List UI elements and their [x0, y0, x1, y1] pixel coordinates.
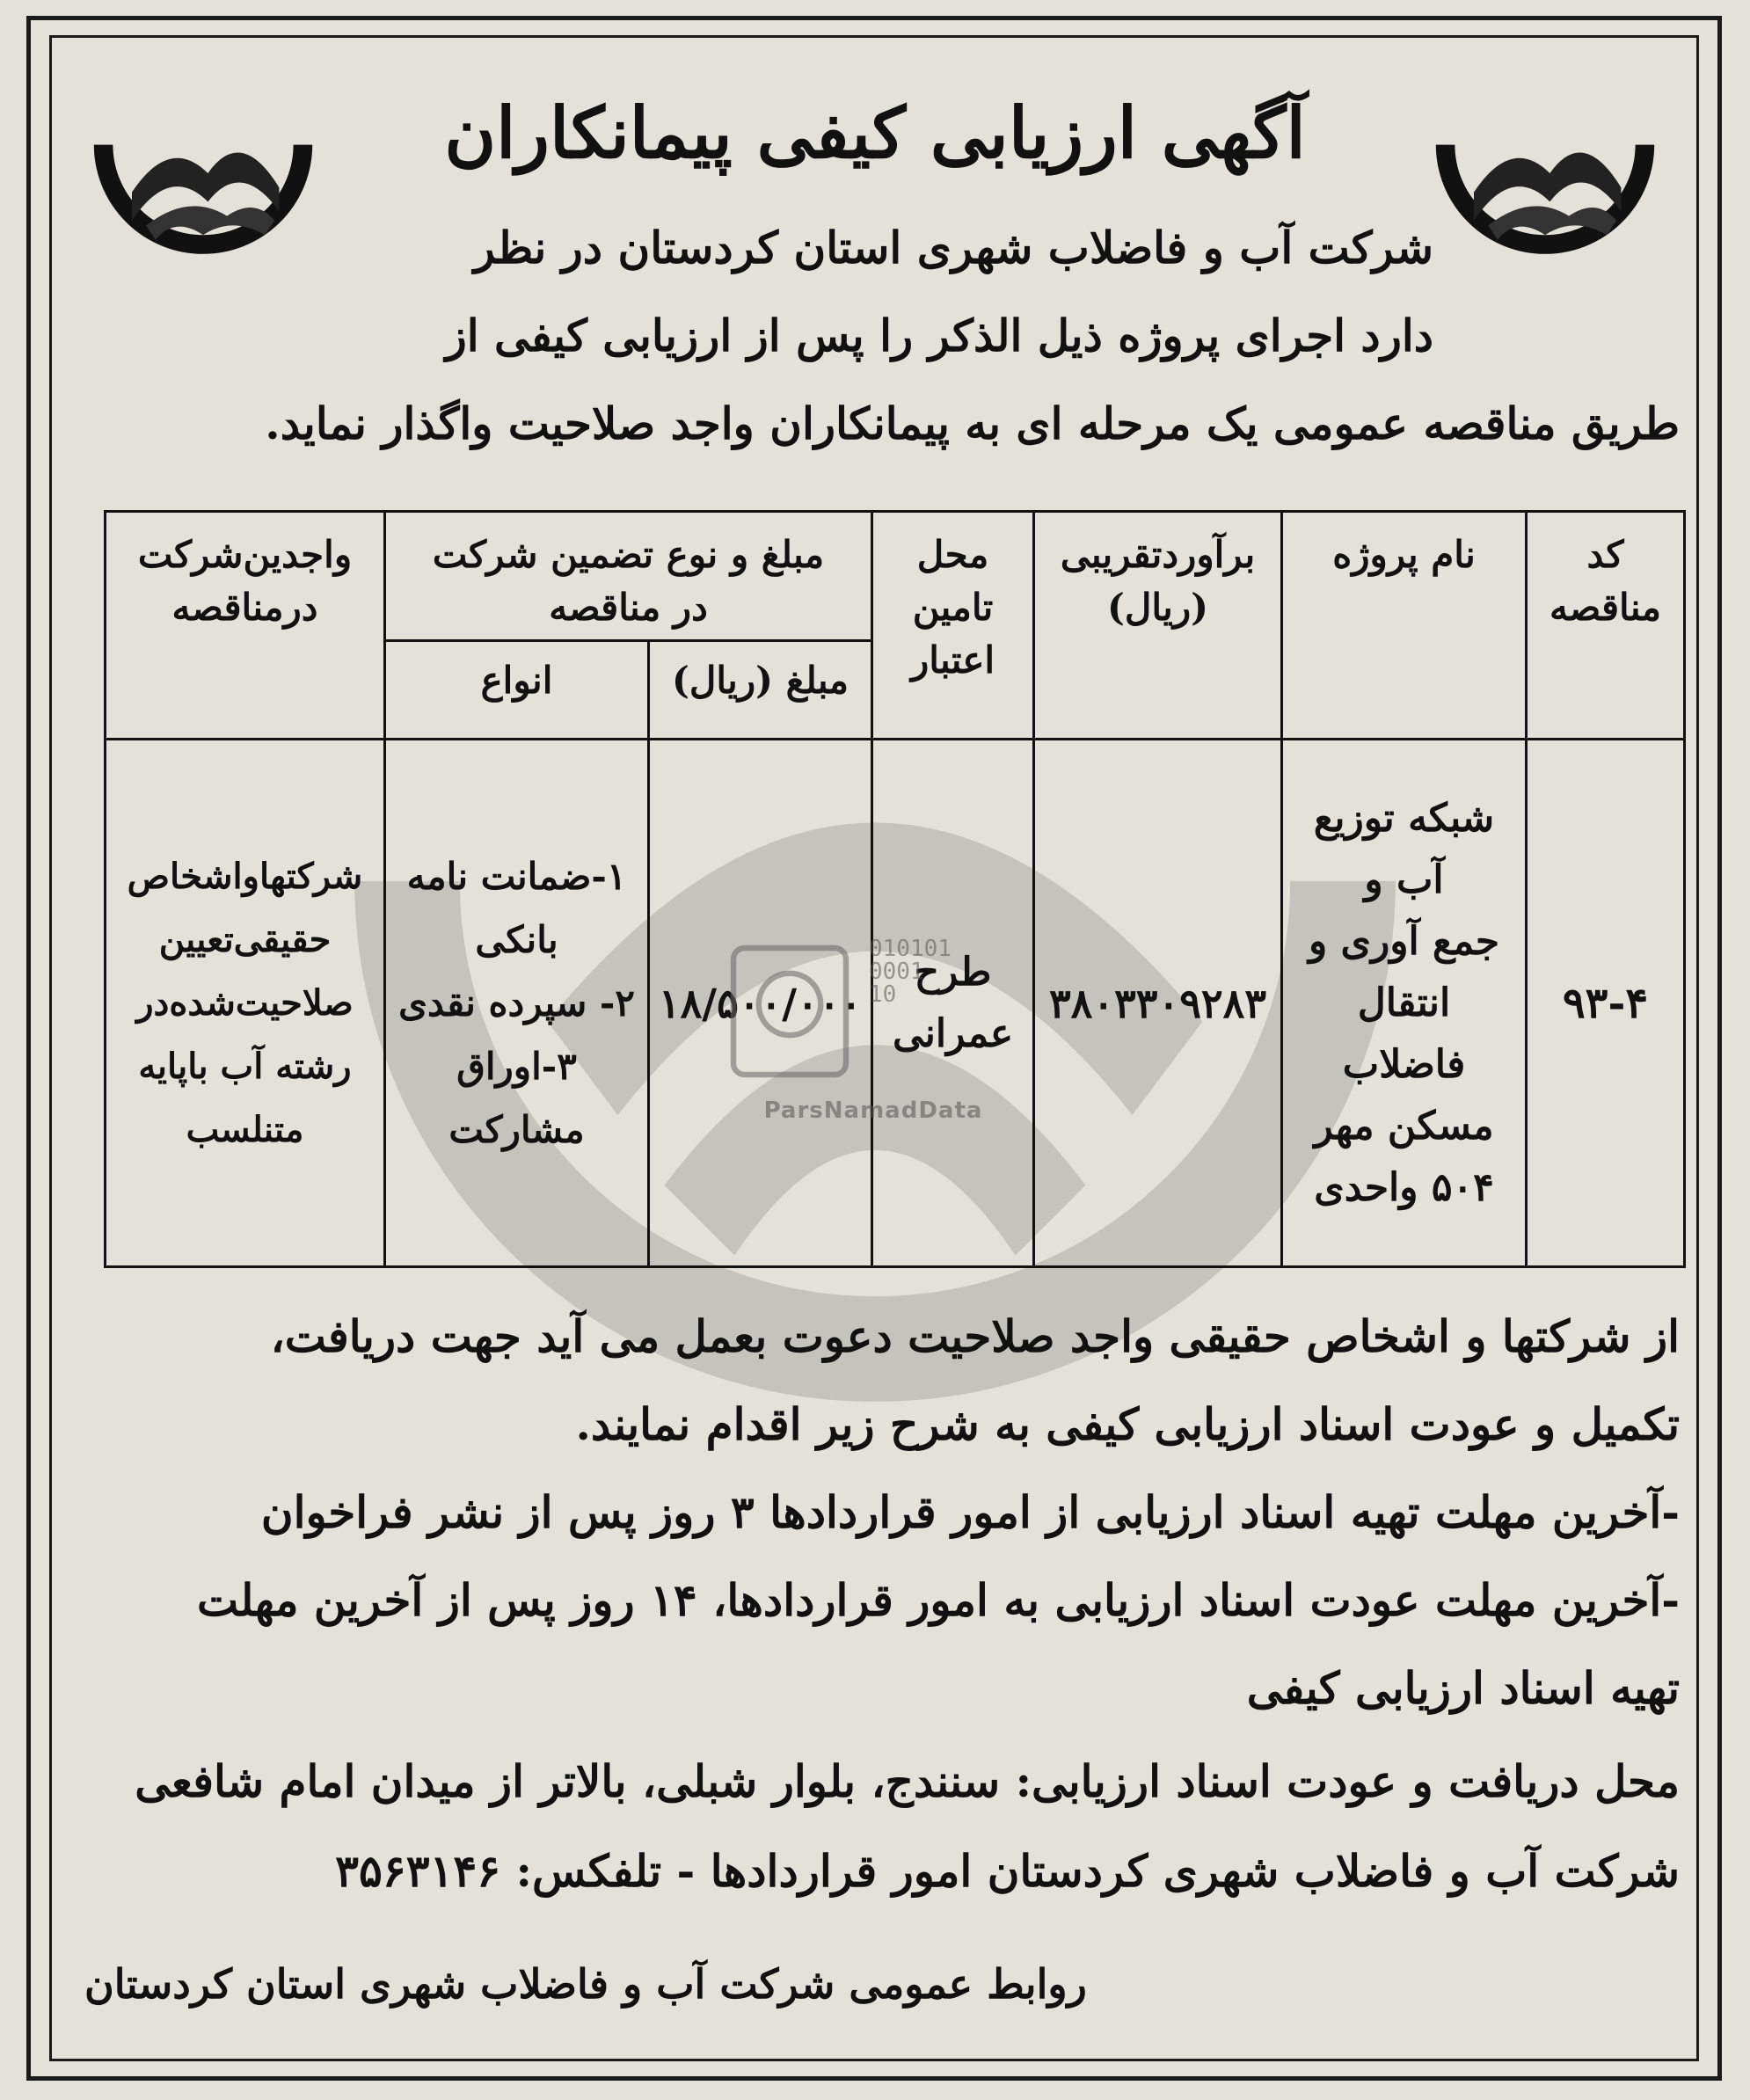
cell-funding: طرح عمرانی: [872, 740, 1034, 1267]
cell-eligible: شرکتهاواشخاص حقیقی‌تعیین صلاحیت‌شده‌در رشته آب باپایه متنلسب: [106, 740, 385, 1267]
header-project: نام پروژه: [1282, 512, 1527, 740]
stamp-logo-icon: [719, 932, 860, 1090]
page-title: آگهی ارزیابی کیفی پیمانکاران: [444, 91, 1306, 174]
header-eligible: واجدین‌شرکت درمناقصه: [106, 512, 385, 740]
parsnamad-stamp: [711, 932, 1036, 1170]
header-guarantee: مبلغ و نوع تضمین شرکت در مناقصه: [385, 512, 872, 641]
body-line-3: -آخرین مهلت تهیه اسناد ارزیابی از امور قراردادها ۳ روز پس از نشر فراخوان: [260, 1486, 1680, 1538]
body-line-1: از شرکتها و اشخاص حقیقی واجد صلاحیت دعوت بعمل می آید جهت دریافت،: [270, 1310, 1680, 1362]
body-line-6: محل دریافت و عودت اسناد ارزیابی: سنندج، بلوار شبلی، بالاتر از میدان امام شافعی: [135, 1755, 1680, 1807]
stamp-digits: 010101 0001 10: [869, 936, 952, 1008]
cell-guarantee-amount: ۱۸/۵۰۰/۰۰۰: [649, 740, 872, 1267]
stamp-brand: ParsNamadData: [763, 1097, 983, 1124]
body-line-7: شرکت آب و فاضلاب شهری کردستان امور قراردادها - تلفکس: ۳۵۶۳۱۴۶: [335, 1845, 1680, 1897]
header-code: کد مناقصه: [1527, 512, 1685, 740]
body-line-5: تهیه اسناد ارزیابی کیفی: [1246, 1662, 1680, 1714]
intro-line-2: دارد اجرای پروژه ذیل الذکر را پس از ارزیابی کیفی از: [445, 310, 1433, 361]
water-company-logo-right: [1426, 55, 1664, 292]
header-guarantee-amount: مبلغ (ریال): [649, 641, 872, 740]
header-guarantee-types: انواع: [385, 641, 649, 740]
cell-project: شبکه توزیع آب و جمع آوری و انتقال فاضلاب مسکن مهر ۵۰۴ واحدی: [1282, 740, 1527, 1267]
header-funding: محل تامین اعتبار: [872, 512, 1034, 740]
footer-signature: روابط عمومی شرکت آب و فاضلاب شهری استان کردستان: [84, 1960, 1087, 2008]
body-line-4: -آخرین مهلت عودت اسناد ارزیابی به امور قراردادها، ۱۴ روز پس از آخرین مهلت: [197, 1574, 1680, 1626]
cell-guarantee-types: ۱-ضمانت نامه بانکی ۲- سپرده نقدی ۳-اوراق مشارکت: [385, 740, 649, 1267]
cell-code: ۹۳-۴: [1527, 740, 1685, 1267]
intro-line-1: شرکت آب و فاضلاب شهری استان کردستان در نظر: [473, 222, 1433, 273]
header-estimate: برآوردتقریبی (ریال): [1034, 512, 1282, 740]
intro-line-3: طریق مناقصه عمومی یک مرحله ای به پیمانکاران واجد صلاحیت واگذار نماید.: [265, 397, 1680, 449]
cell-estimate: ۳۸۰۳۳۰۹۲۸۳: [1034, 740, 1282, 1267]
water-company-logo-left: [84, 55, 322, 292]
body-line-2: تکمیل و عودت اسناد ارزیابی کیفی به شرح زیر اقدام نمایند.: [575, 1398, 1680, 1450]
